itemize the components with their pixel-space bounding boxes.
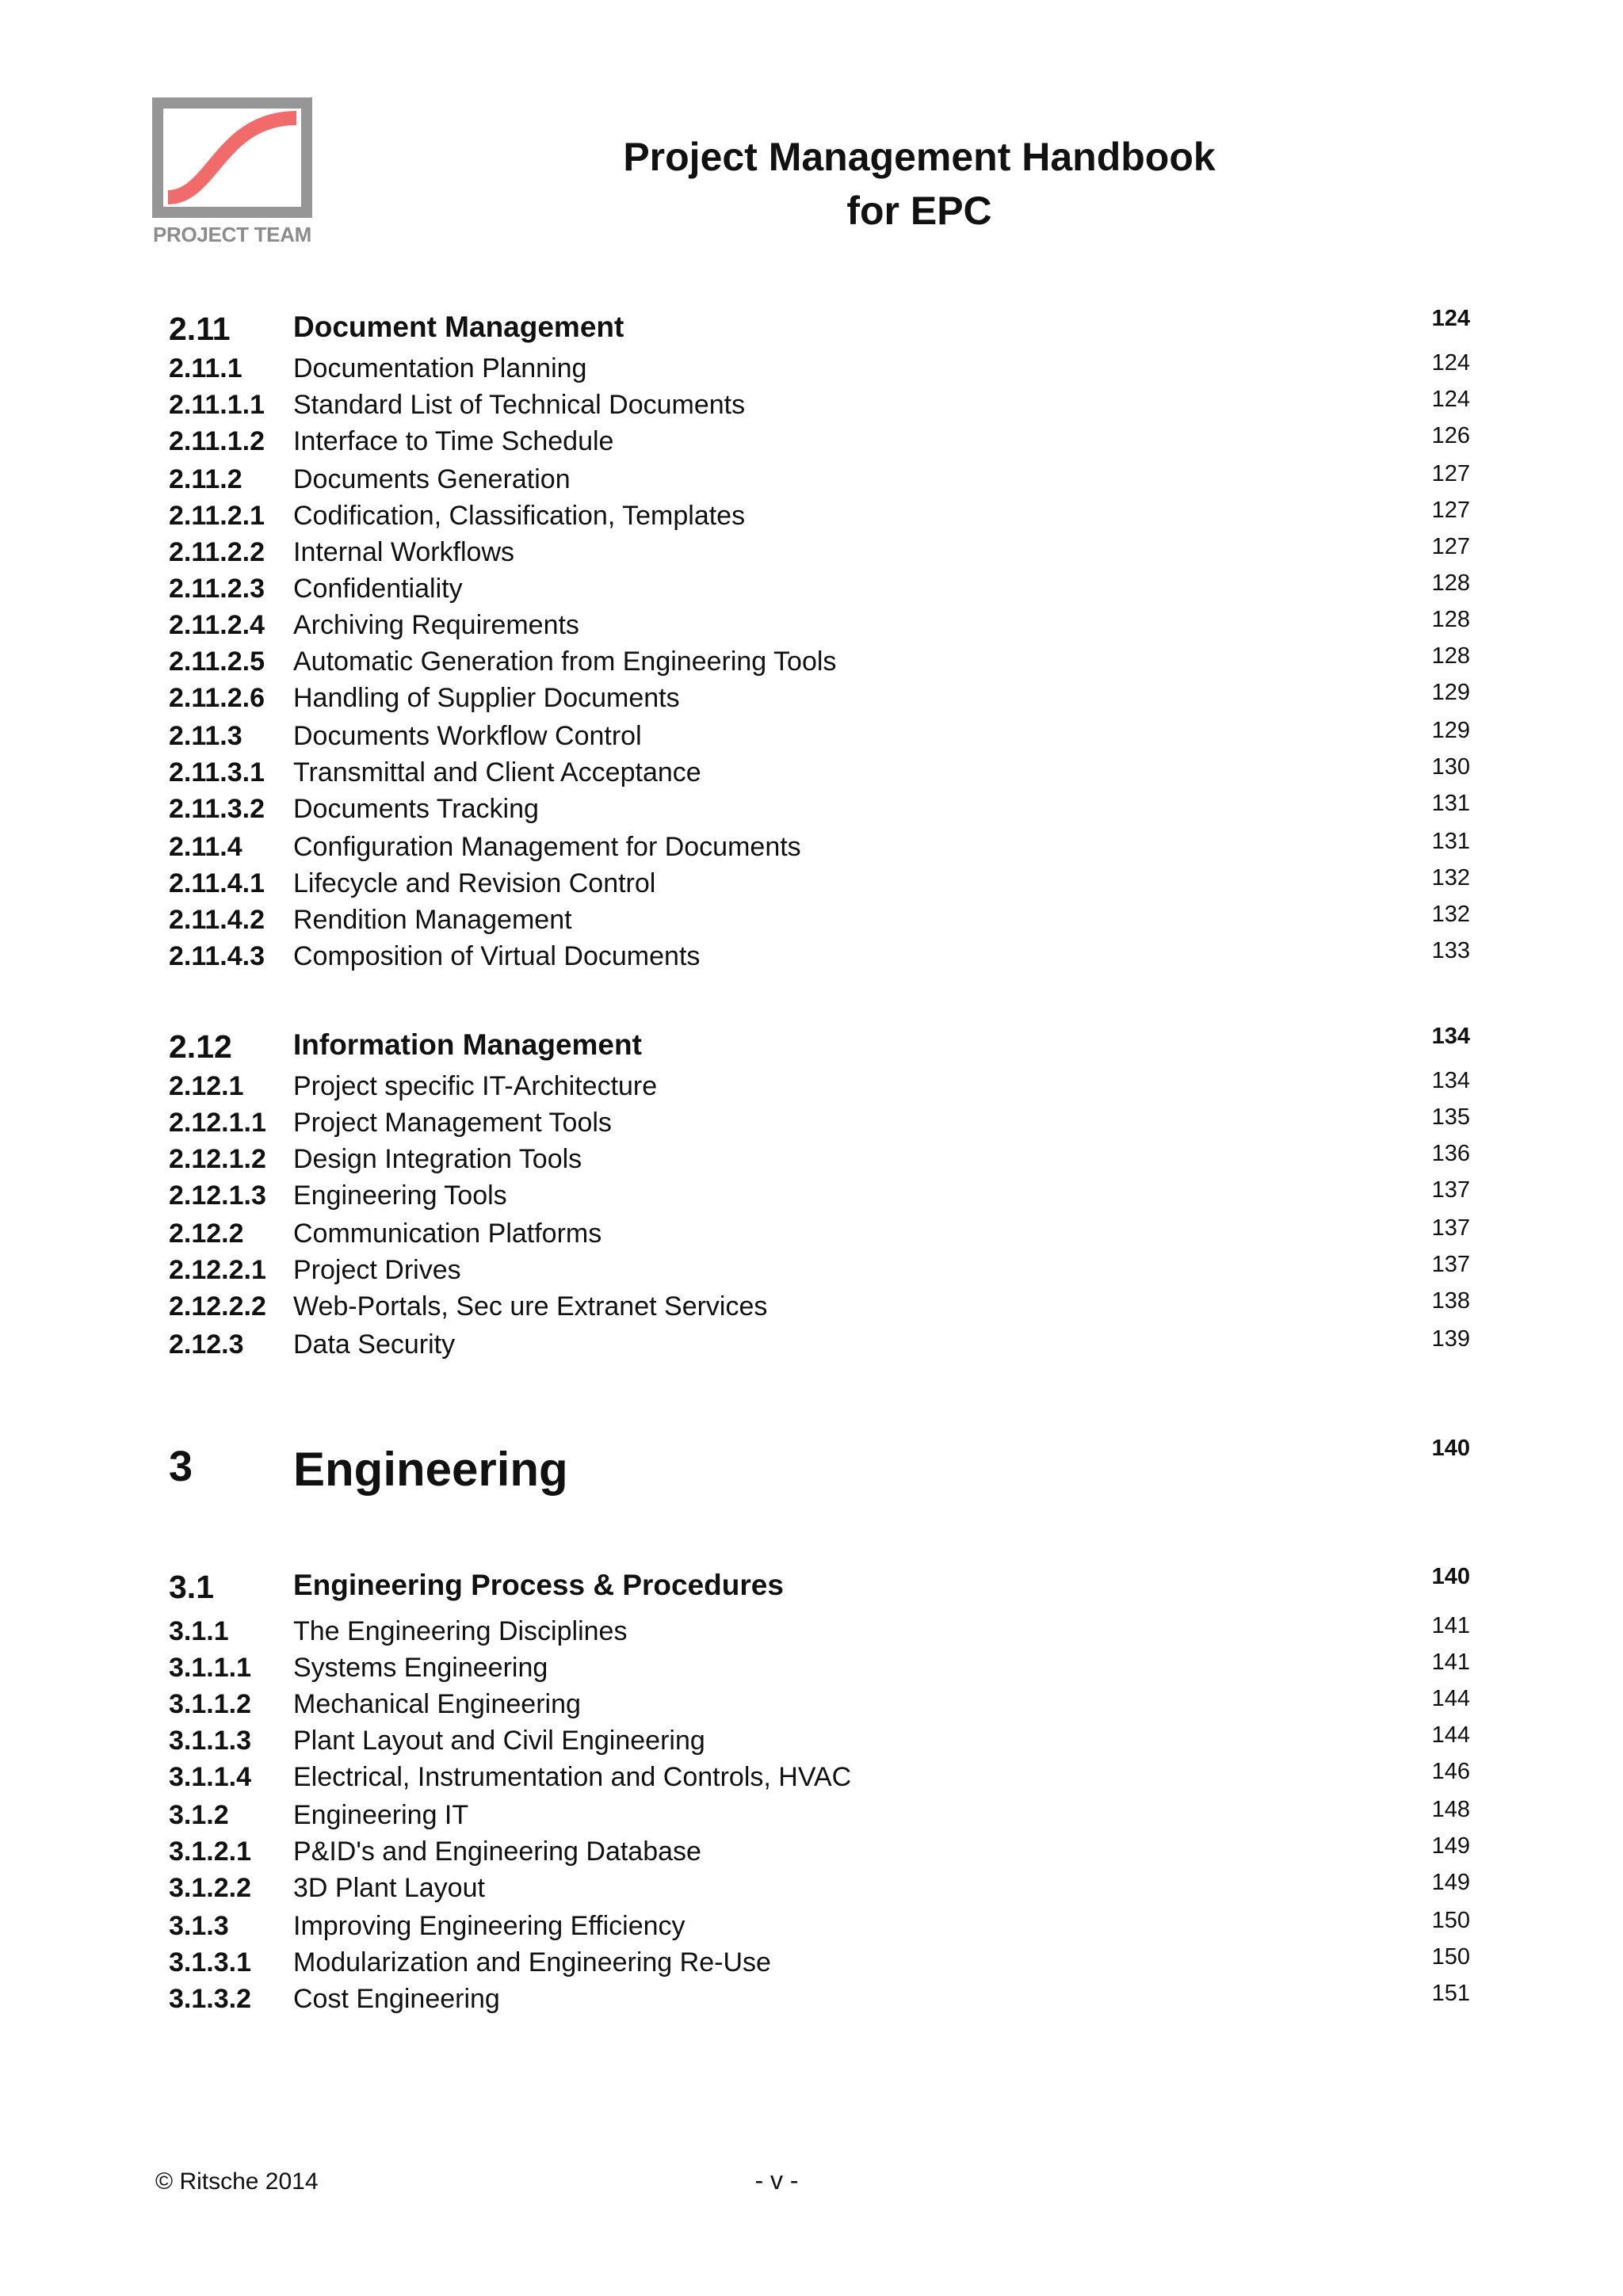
toc-entry-title: Codification, Classification, Templates [293, 501, 746, 531]
toc-entry-page: 124 [1431, 387, 1470, 412]
toc-entry-number: 3.1.1.3 [169, 1726, 251, 1756]
toc-entry-page: 144 [1431, 1722, 1470, 1748]
toc-entry-page: 130 [1431, 754, 1470, 780]
toc-entry-page: 134 [1431, 1068, 1470, 1093]
toc-entry-title: Documents Generation [293, 464, 571, 494]
toc-entry-page: 139 [1431, 1326, 1470, 1352]
toc-entry-number: 3 [169, 1443, 193, 1490]
toc-entry-number: 2.11.2.3 [169, 574, 265, 604]
toc-entry-page: 137 [1431, 1215, 1470, 1241]
toc-entry-number: 2.11.3 [169, 721, 242, 751]
toc-entry-number: 2.11.2.6 [169, 683, 265, 713]
toc-entry-number: 2.12.2 [169, 1219, 244, 1249]
toc-entry-number: 2.12.1 [169, 1071, 244, 1101]
toc-entry-page: 129 [1431, 718, 1470, 743]
toc-entry-number: 2.11.4.2 [169, 905, 265, 935]
toc-entry-page: 127 [1431, 498, 1470, 523]
toc-entry-page: 141 [1431, 1613, 1470, 1638]
toc-entry-page: 124 [1431, 350, 1470, 376]
toc-entry-number: 2.11.4.3 [169, 941, 265, 971]
toc-entry-title: Interface to Time Schedule [293, 426, 614, 456]
toc-entry-title: Lifecycle and Revision Control [293, 868, 656, 898]
toc-entry-title: Documents Tracking [293, 794, 539, 824]
toc-entry-page: 129 [1431, 680, 1470, 705]
toc-entry-page: 128 [1431, 643, 1470, 669]
toc-entry-number: 2.12.2.2 [169, 1291, 266, 1322]
toc-entry-number: 2.12.1.2 [169, 1144, 266, 1174]
toc-entry-number: 3.1.1.2 [169, 1689, 251, 1719]
toc-entry-number: 3.1.3.2 [169, 1984, 251, 2014]
toc-entry-page: 128 [1431, 570, 1470, 596]
toc-entry-number: 3.1 [169, 1569, 214, 1605]
toc-entry-page: 135 [1431, 1104, 1470, 1130]
toc-entry-page: 137 [1431, 1177, 1470, 1203]
toc-entry-number: 2.11.2.1 [169, 501, 265, 531]
toc-entry-page: 128 [1431, 607, 1470, 632]
toc-entry-number: 2.11.2 [169, 464, 242, 494]
toc-entry-page: 144 [1431, 1686, 1470, 1711]
toc-entry-page: 132 [1431, 902, 1470, 927]
toc-entry-title: Communication Platforms [293, 1219, 602, 1249]
toc-entry-title: Engineering Process & Procedures [293, 1569, 784, 1601]
toc-entry-page: 141 [1431, 1650, 1470, 1675]
toc-entry-number: 2.11.3.2 [169, 794, 265, 824]
toc-entry-title: Rendition Management [293, 905, 572, 935]
toc-entry-title: P&ID's and Engineering Database [293, 1836, 701, 1867]
toc-entry-title: Web-Portals, Sec ure Extranet Services [293, 1291, 768, 1322]
toc-entry-title: Project Drives [293, 1255, 461, 1285]
toc-entry-title: Improving Engineering Efficiency [293, 1911, 685, 1941]
toc-entry-title: Archiving Requirements [293, 610, 579, 640]
toc-entry-page: 126 [1431, 423, 1470, 448]
toc-entry-number: 2.11.3.1 [169, 757, 265, 788]
toc-entry-title: Design Integration Tools [293, 1144, 582, 1174]
footer-page-number: - v - [754, 2166, 799, 2195]
toc-entry-title: Project Management Tools [293, 1108, 612, 1138]
toc-entry-page: 140 [1431, 1436, 1470, 1461]
toc-entry-title: Data Security [293, 1329, 456, 1360]
toc-entry-title: Modularization and Engineering Re-Use [293, 1947, 771, 1978]
toc-entry-page: 140 [1431, 1564, 1470, 1589]
toc-entry-number: 2.11.1.1 [169, 390, 265, 420]
toc-entry-title: The Engineering Disciplines [293, 1616, 628, 1646]
toc-entry-number: 2.11 [169, 311, 231, 347]
toc-entry-page: 148 [1431, 1797, 1470, 1822]
toc-entry-page: 146 [1431, 1759, 1470, 1784]
toc-entry-page: 132 [1431, 865, 1470, 891]
toc-entry-page: 127 [1431, 461, 1470, 486]
document-title-line1: Project Management Handbook [623, 135, 1216, 179]
toc-entry-title: Information Management [293, 1028, 642, 1061]
toc-entry-title: Handling of Supplier Documents [293, 683, 680, 713]
toc-entry-page: 134 [1431, 1024, 1470, 1049]
toc-entry-title: Composition of Virtual Documents [293, 941, 701, 971]
toc-entry-title: Mechanical Engineering [293, 1689, 581, 1719]
toc-entry-title: Confidentiality [293, 574, 463, 604]
toc-entry-number: 2.12.2.1 [169, 1255, 266, 1285]
toc-entry-title: Engineering Tools [293, 1180, 507, 1211]
toc-entry-number: 3.1.3 [169, 1911, 229, 1941]
toc-entry-title: Electrical, Instrumentation and Controls, HVAC [293, 1762, 852, 1792]
toc-entry-number: 2.11.4 [169, 832, 242, 862]
toc-entry-title: Transmittal and Client Acceptance [293, 757, 701, 788]
toc-entry-number: 2.12 [169, 1028, 232, 1065]
toc-entry-number: 2.11.2.2 [169, 537, 265, 567]
toc-entry-page: 137 [1431, 1252, 1470, 1277]
toc-entry-title: Internal Workflows [293, 537, 515, 567]
toc-entry-number: 3.1.1 [169, 1616, 229, 1646]
logo-text: PROJECT TEAM [152, 223, 312, 246]
toc-entry-page: 149 [1431, 1833, 1470, 1859]
toc-entry-title: Documentation Planning [293, 353, 587, 383]
toc-entry-title: Cost Engineering [293, 1984, 500, 2014]
toc-entry-title: 3D Plant Layout [293, 1873, 485, 1903]
toc-entry-title: Systems Engineering [293, 1653, 548, 1683]
toc-entry-page: 127 [1431, 534, 1470, 559]
toc-entry-number: 3.1.2 [169, 1800, 229, 1830]
toc-entry-title: Standard List of Technical Documents [293, 390, 746, 420]
toc-entry-number: 2.12.1.1 [169, 1108, 266, 1138]
document-title-line2: for EPC [846, 189, 992, 233]
toc-entry-page: 149 [1431, 1870, 1470, 1895]
toc-entry-number: 3.1.2.2 [169, 1873, 251, 1903]
toc-entry-number: 2.11.2.5 [169, 646, 265, 677]
toc-entry-number: 3.1.3.1 [169, 1947, 251, 1978]
toc-entry-page: 136 [1431, 1141, 1470, 1166]
toc-entry-title: Project specific IT-Architecture [293, 1071, 658, 1101]
toc-entry-number: 3.1.2.1 [169, 1836, 251, 1867]
toc-entry-title: Configuration Management for Documents [293, 832, 801, 862]
toc-entry-title: Engineering IT [293, 1800, 469, 1830]
toc-entry-title: Document Management [293, 311, 624, 343]
toc-entry-number: 2.11.2.4 [169, 610, 265, 640]
toc-entry-number: 2.12.1.3 [169, 1180, 266, 1211]
toc-entry-page: 124 [1431, 306, 1470, 331]
toc-entry-page: 150 [1431, 1944, 1470, 1970]
toc-entry-page: 133 [1431, 938, 1470, 963]
toc-entry-number: 2.11.1.2 [169, 426, 265, 456]
footer-copyright: © Ritsche 2014 [155, 2168, 319, 2195]
toc-entry-page: 151 [1431, 1981, 1470, 2006]
toc-entry-title: Documents Workflow Control [293, 721, 642, 751]
toc-entry-title: Plant Layout and Civil Engineering [293, 1726, 705, 1756]
toc-entry-number: 2.11.1 [169, 353, 242, 383]
toc-entry-page: 131 [1431, 829, 1470, 854]
toc-entry-number: 3.1.1.4 [169, 1762, 251, 1792]
toc-entry-page: 138 [1431, 1288, 1470, 1314]
toc-entry-page: 150 [1431, 1908, 1470, 1933]
toc-entry-title: Engineering [293, 1443, 568, 1496]
toc-entry-page: 131 [1431, 791, 1470, 816]
toc-entry-title: Automatic Generation from Engineering Tools [293, 646, 837, 677]
toc-entry-number: 3.1.1.1 [169, 1653, 251, 1683]
toc-entry-number: 2.11.4.1 [169, 868, 265, 898]
toc-entry-number: 2.12.3 [169, 1329, 244, 1360]
